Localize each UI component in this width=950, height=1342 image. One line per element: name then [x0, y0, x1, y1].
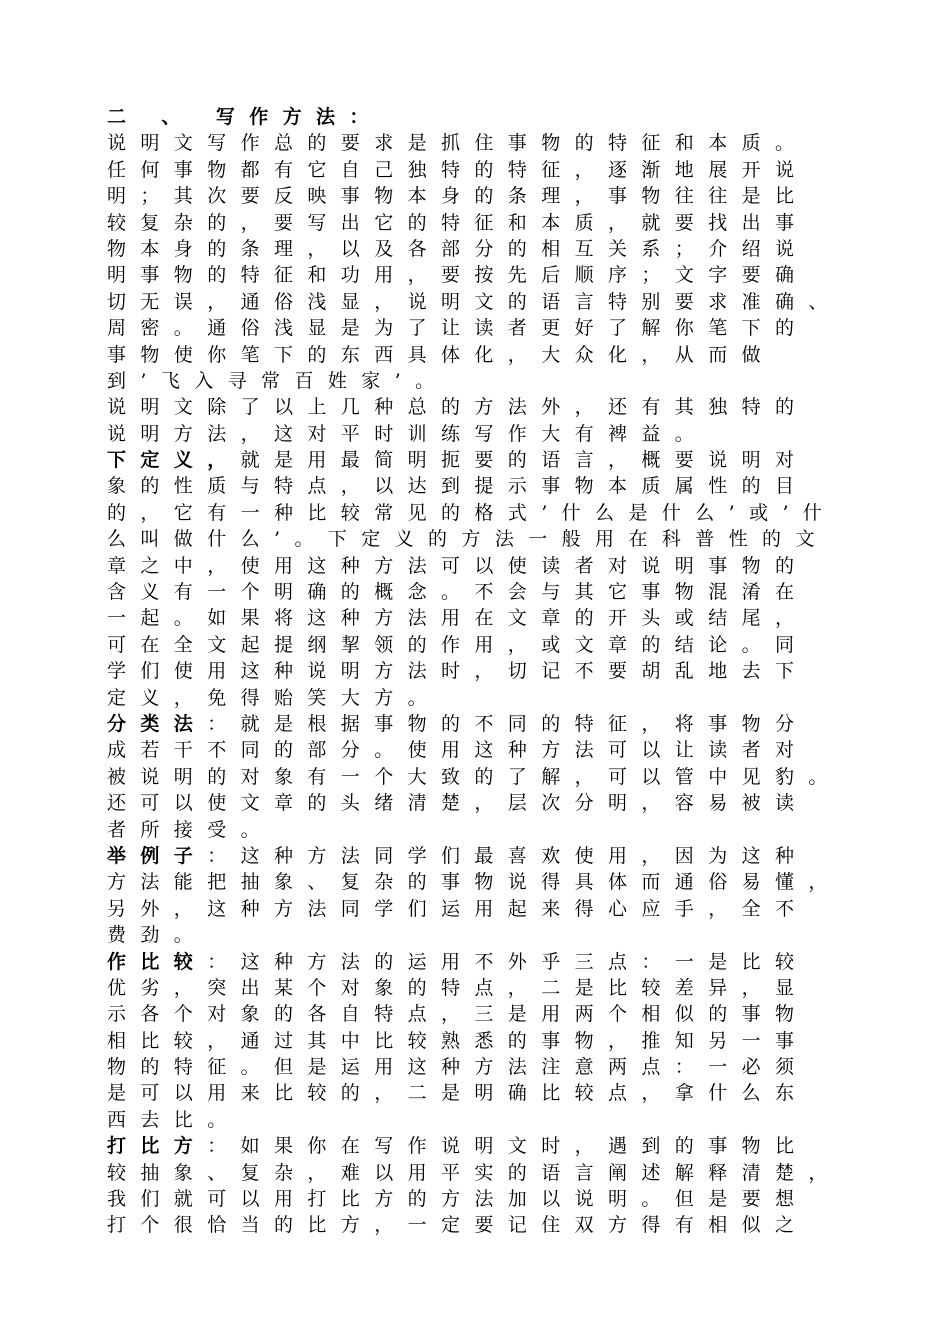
line-text: 么叫做什么’。下定义的方法一般用在科普性的文 — [107, 528, 829, 551]
section-heading-text: 二 、 写作方法： — [107, 106, 383, 128]
text-line — [107, 685, 843, 711]
line-text: 方法能把抽象、复杂的事物说得具体而通俗易懂， — [107, 871, 842, 894]
line-text: 还可以使文章的头绪清楚，层次分明，容易被读 — [107, 792, 809, 815]
line-text: ：如果你在写作说明文时，遇到的事物比 — [207, 1135, 809, 1158]
line-text: 周密。通俗浅显是为了让读者更好了解你笔下的 — [107, 317, 809, 340]
text-line — [107, 658, 843, 684]
line-text: 打个很恰当的比方，一定要记住双方得有相似之 — [107, 1214, 809, 1237]
line-text: 一起。如果将这种方法用在文章的开头或结尾， — [107, 607, 809, 630]
line-text: 物本身的条理，以及各部分的相互关系；介绍说 — [107, 237, 809, 260]
term-label: 分类法 — [107, 712, 208, 735]
text-line — [107, 1212, 843, 1238]
line-text: 说明文除了以上几种总的方法外，还有其独特的 — [107, 396, 809, 419]
line-text: ：这种方法同学们最喜欢使用，因为这种 — [207, 844, 809, 867]
line-text: 任何事物都有它自己独特的特征，逐渐地展开说 — [107, 158, 809, 181]
line-text: 可在全文起提纲挈领的作用，或文章的结论。同 — [107, 633, 809, 656]
line-text: 优劣，突出某个对象的特点，二是比较差异，显 — [107, 976, 809, 999]
text-line — [107, 210, 843, 236]
text-line — [107, 632, 843, 658]
line-text: 的，它有一种比较常见的格式’什么是什么’或’什 — [107, 501, 837, 524]
line-text: 明事物的特征和功用，要按先后顺序；文字要确 — [107, 264, 809, 287]
line-text: 费劲。 — [107, 924, 208, 947]
term-label: 下定义， — [107, 449, 241, 472]
text-line — [107, 1001, 843, 1027]
line-text: 者所接受。 — [107, 818, 275, 841]
line-text: 西去比。 — [107, 1108, 241, 1131]
term-label: 举例子 — [107, 844, 208, 867]
line-text: 章之中，使用这种方法可以使读者对说明事物的 — [107, 554, 809, 577]
text-line — [107, 790, 843, 816]
text-line — [107, 342, 843, 368]
text-line — [107, 368, 843, 394]
line-text: 物的特征。但是运用这种方法注意两点：一必须 — [107, 1056, 809, 1079]
line-text: 到’飞入寻常百姓家’。 — [107, 369, 449, 392]
text-line — [107, 605, 843, 631]
text-line — [107, 289, 843, 315]
line-text: 象的性质与特点，以达到提示事物本质属性的目 — [107, 475, 809, 498]
document-body — [107, 130, 843, 1238]
section-heading — [107, 104, 843, 130]
line-text: 明；其次要反映事物本身的条理，事物往往是比 — [107, 185, 809, 208]
text-line — [107, 315, 843, 341]
line-text: 较复杂的，要写出它的特征和本质，就要找出事 — [107, 211, 809, 234]
line-text: 另外，这种方法同学们运用起来得心应手，全不 — [107, 897, 809, 920]
line-text: 就是用最简明扼要的语言，概要说明对 — [240, 449, 809, 472]
text-line — [107, 1028, 843, 1054]
text-line — [107, 579, 843, 605]
term-label: 打比方 — [107, 1135, 208, 1158]
text-line — [107, 764, 843, 790]
line-text: 事物使你笔下的东西具体化，大众化，从而做 — [107, 343, 776, 366]
text-line — [107, 1133, 843, 1159]
term-label: 作比较 — [107, 950, 208, 973]
text-line — [107, 1054, 843, 1080]
line-text: 学们使用这种说明方法时，切记不要胡乱地去下 — [107, 660, 809, 683]
text-line — [107, 843, 843, 869]
text-line — [107, 394, 843, 420]
text-line — [107, 183, 843, 209]
text-line — [107, 1160, 843, 1186]
text-line — [107, 896, 843, 922]
line-text: 示各个对象的各自特点，三是用两个相似的事物 — [107, 1003, 809, 1026]
text-line — [107, 975, 843, 1001]
text-line — [107, 236, 843, 262]
text-line — [107, 526, 843, 552]
line-text: 成若干不同的部分。使用这种方法可以让读者对 — [107, 739, 809, 762]
text-line — [107, 737, 843, 763]
text-line — [107, 421, 843, 447]
text-line — [107, 922, 843, 948]
line-text: 含义有一个明确的概念。不会与其它事物混淆在 — [107, 581, 809, 604]
line-text: 相比较，通过其中比较熟悉的事物，推知另一事 — [107, 1029, 809, 1052]
line-text: 说明方法，这对平时训练写作大有裨益。 — [107, 422, 709, 445]
line-text: 我们就可以用打比方的方法加以说明。但是要想 — [107, 1188, 809, 1211]
text-line — [107, 473, 843, 499]
text-line — [107, 130, 843, 156]
line-text: 定义，免得贻笑大方。 — [107, 686, 442, 709]
text-line — [107, 262, 843, 288]
text-line — [107, 500, 843, 526]
line-text: 是可以用来比较的，二是明确比较点，拿什么东 — [107, 1082, 809, 1105]
text-line — [107, 1107, 843, 1133]
line-text: 被说明的对象有一个大致的了解，可以管中见豹。 — [107, 765, 842, 788]
document-page — [107, 104, 843, 1239]
line-text: 切无误，通俗浅显，说明文的语言特别要求准确、 — [107, 290, 842, 313]
text-line — [107, 157, 843, 183]
text-line — [107, 553, 843, 579]
text-line — [107, 817, 843, 843]
line-text: 较抽象、复杂，难以用平实的语言阐述解释清楚， — [107, 1161, 842, 1184]
line-text: 说明文写作总的要求是抓住事物的特征和本质。 — [107, 132, 809, 155]
text-line — [107, 447, 843, 473]
text-line — [107, 711, 843, 737]
text-line — [107, 949, 843, 975]
text-line — [107, 1186, 843, 1212]
line-text: ：就是根据事物的不同的特征，将事物分 — [207, 712, 809, 735]
text-line — [107, 1080, 843, 1106]
line-text: ：这种方法的运用不外乎三点：一是比较 — [207, 950, 809, 973]
text-line — [107, 869, 843, 895]
